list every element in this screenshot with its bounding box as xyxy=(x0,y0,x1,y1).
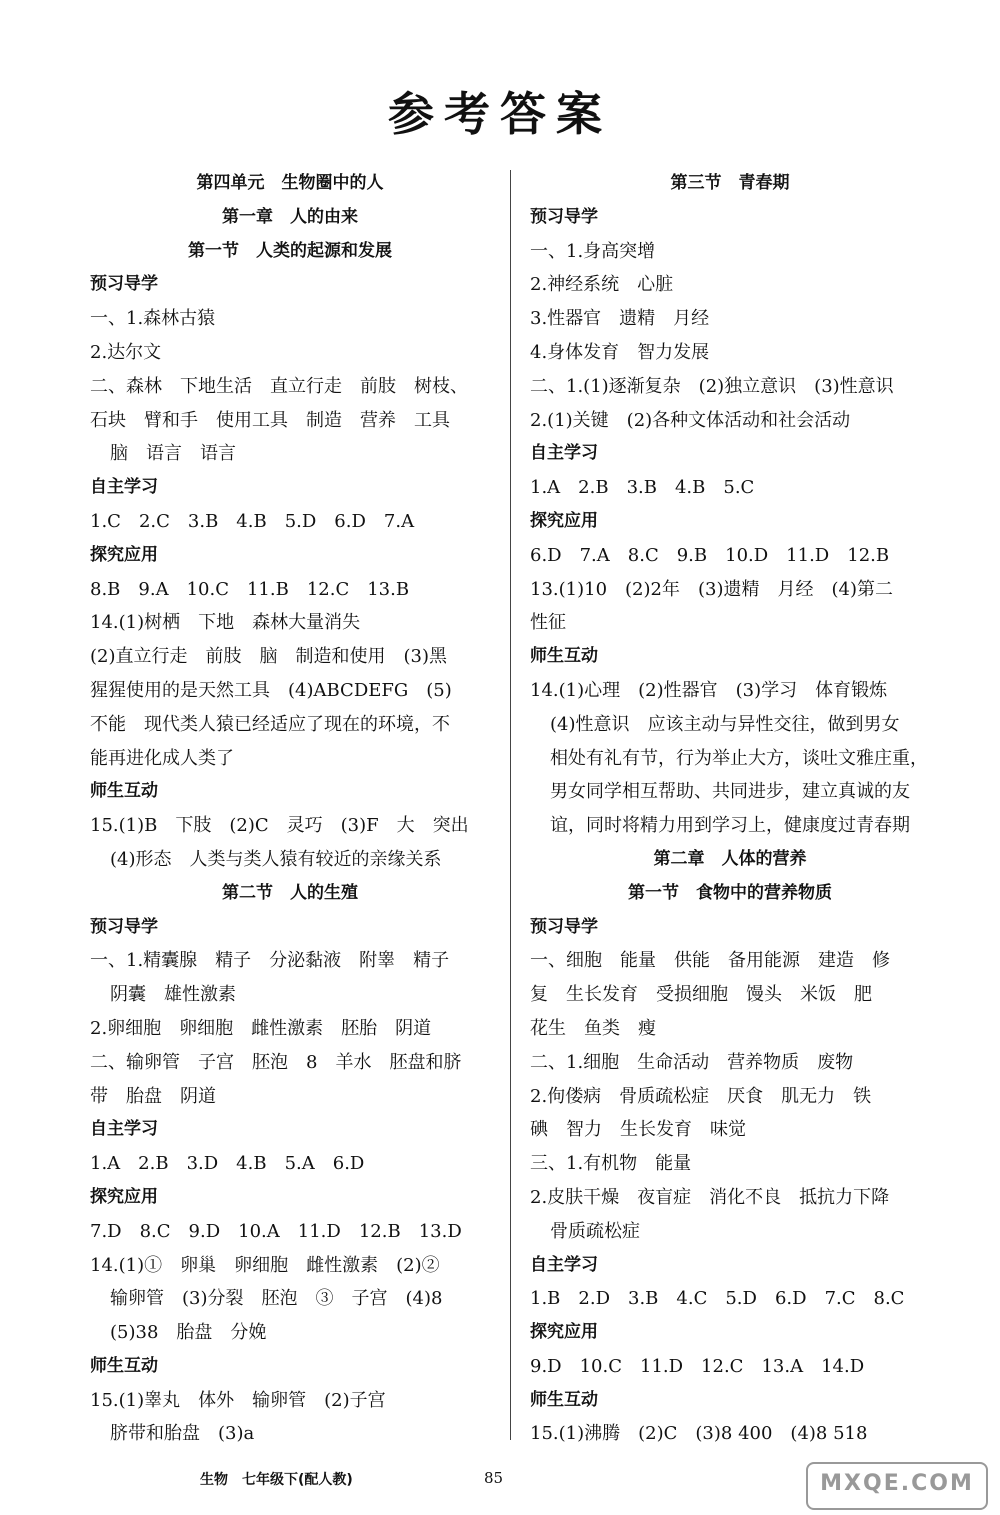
footer-label: 生物 七年级下(配人教) xyxy=(200,1472,353,1488)
subsection-label: 师生互动 xyxy=(530,646,598,667)
subsection-label: 自主学习 xyxy=(90,477,158,498)
answer-line: 脑 语言 语言 xyxy=(110,443,236,465)
answer-line: (4)性意识 应该主动与异性交往，做到男女 xyxy=(550,713,900,735)
right-column xyxy=(530,167,930,1451)
answer-line: 猩猩使用的是天然工具 (4)ABCDEFG (5) xyxy=(90,679,452,701)
answer-line: 2.皮肤干燥 夜盲症 消化不良 抵抗力下降 xyxy=(530,1186,890,1208)
section-heading: 第一章 人的由来 xyxy=(222,206,358,227)
answer-line: 1.B 2.D 3.B 4.C 5.D 6.D 7.C 8.C xyxy=(530,1288,905,1310)
answer-line: 14.(1)① 卵巢 卵细胞 雌性激素 (2)② xyxy=(90,1254,440,1276)
section-heading: 第四单元 生物圈中的人 xyxy=(196,173,384,193)
answer-line: 碘 智力 生长发育 味觉 xyxy=(530,1119,746,1141)
answer-line: 输卵管 (3)分裂 胚泡 ③ 子宫 (4)8 xyxy=(110,1288,443,1310)
answer-line: 相处有礼有节，行为举止大方，谈吐文雅庄重， xyxy=(550,747,928,769)
subsection-label: 预习导学 xyxy=(90,274,158,295)
answer-line: 一、1.身高突增 xyxy=(530,240,656,262)
answer-line: 15.(1)睾丸 体外 输卵管 (2)子宫 xyxy=(90,1389,386,1411)
answer-line: 2.佝偻病 骨质疏松症 厌食 肌无力 铁 xyxy=(530,1085,872,1107)
column-divider xyxy=(510,170,511,1440)
answer-line: 2.(1)关键 (2)各种文体活动和社会活动 xyxy=(530,409,851,431)
answer-line: 13.(1)10 (2)2年 (3)遗精 月经 (4)第二 xyxy=(530,578,893,600)
answer-line: 15.(1)沸腾 (2)C (3)8 400 (4)8 518 xyxy=(530,1423,868,1445)
answer-line: 3.性器官 遗精 月经 xyxy=(530,308,710,330)
answer-line: 14.(1)树栖 下地 森林大量消失 xyxy=(90,612,361,634)
answer-line: 能再进化成人类了 xyxy=(90,747,234,769)
answer-line: 一、细胞 能量 供能 备用能源 建造 修 xyxy=(530,950,890,972)
answer-line: 2.卵细胞 卵细胞 雌性激素 胚胎 阴道 xyxy=(90,1017,432,1039)
answer-line: 2.神经系统 心脏 xyxy=(530,274,674,296)
subsection-label: 师生互动 xyxy=(90,781,158,802)
subsection-label: 探究应用 xyxy=(90,1186,158,1207)
answer-line: 9.D 10.C 11.D 12.C 13.A 14.D xyxy=(530,1355,865,1377)
subsection-label: 师生互动 xyxy=(530,1389,598,1410)
answer-line: 不能 现代类人猿已经适应了现在的环境，不 xyxy=(90,713,450,735)
answer-line: (4)形态 人类与类人猿有较近的亲缘关系 xyxy=(110,848,442,870)
answer-line: 花生 鱼类 瘦 xyxy=(530,1017,656,1039)
answer-line: (5)38 胎盘 分娩 xyxy=(110,1322,267,1344)
answer-line: (2)直立行走 前肢 脑 制造和使用 (3)黑 xyxy=(90,646,447,668)
section-heading: 第二章 人体的营养 xyxy=(653,848,807,869)
section-heading: 第三节 青春期 xyxy=(670,173,790,193)
subsection-label: 探究应用 xyxy=(530,510,598,531)
answer-line: 阴囊 雄性激素 xyxy=(110,984,236,1006)
answer-line: 二、1.(1)逐渐复杂 (2)独立意识 (3)性意识 xyxy=(530,375,894,397)
answer-line: 脐带和胎盘 (3)a xyxy=(110,1423,255,1445)
answer-line: 6.D 7.A 8.C 9.B 10.D 11.D 12.B xyxy=(530,544,890,566)
answer-line: 2.达尔文 xyxy=(90,341,162,363)
answer-line: 性征 xyxy=(530,612,566,634)
section-heading: 第一节 食物中的营养物质 xyxy=(628,882,832,903)
answer-line: 1.A 2.B 3.D 4.B 5.A 6.D xyxy=(90,1153,365,1175)
answer-line: 骨质疏松症 xyxy=(550,1220,640,1242)
subsection-label: 预习导学 xyxy=(530,916,598,937)
answer-line: 1.A 2.B 3.B 4.B 5.C xyxy=(530,477,755,499)
subsection-label: 探究应用 xyxy=(530,1322,598,1343)
answer-line: 谊，同时将精力用到学习上，健康度过青春期 xyxy=(550,815,910,837)
subsection-label: 自主学习 xyxy=(90,1119,158,1140)
answer-line: 带 胎盘 阴道 xyxy=(90,1085,216,1107)
subsection-label: 预习导学 xyxy=(90,916,158,937)
section-heading: 第一节 人类的起源和发展 xyxy=(188,240,392,261)
page-title: 参考答案 xyxy=(388,87,612,141)
section-heading: 第二节 人的生殖 xyxy=(222,882,358,903)
answer-line: 复 生长发育 受损细胞 馒头 米饭 肥 xyxy=(530,984,872,1006)
answer-line: 二、森林 下地生活 直立行走 前肢 树枝、 xyxy=(90,375,468,397)
left-column xyxy=(90,167,490,1451)
answer-line: 一、1.森林古猿 xyxy=(90,308,216,330)
page-number: 85 xyxy=(484,1469,504,1487)
subsection-label: 师生互动 xyxy=(90,1355,158,1376)
answer-line: 1.C 2.C 3.B 4.B 5.D 6.D 7.A xyxy=(90,510,415,532)
subsection-label: 预习导学 xyxy=(530,206,598,227)
answer-line: 4.身体发育 智力发展 xyxy=(530,341,710,363)
subsection-label: 自主学习 xyxy=(530,443,598,464)
answer-line: 14.(1)心理 (2)性器官 (3)学习 体育锻炼 xyxy=(530,679,888,701)
answer-line: 二、输卵管 子宫 胚泡 8 羊水 胚盘和脐 xyxy=(90,1051,462,1073)
answer-line: 8.B 9.A 10.C 11.B 12.C 13.B xyxy=(90,578,410,600)
subsection-label: 探究应用 xyxy=(90,544,158,565)
answer-line: 一、1.精囊腺 精子 分泌黏液 附睾 精子 xyxy=(90,950,450,972)
answer-line: 15.(1)B 下肢 (2)C 灵巧 (3)F 大 突出 xyxy=(90,815,469,837)
subsection-label: 自主学习 xyxy=(530,1254,598,1275)
watermark-logo: MXQE.COM xyxy=(806,1462,988,1510)
answer-line: 二、1.细胞 生命活动 营养物质 废物 xyxy=(530,1051,854,1073)
answer-line: 7.D 8.C 9.D 10.A 11.D 12.B 13.D xyxy=(90,1220,462,1242)
answer-line: 男女同学相互帮助、共同进步，建立真诚的友 xyxy=(550,781,910,803)
answer-line: 石块 臂和手 使用工具 制造 营养 工具 xyxy=(90,409,450,431)
answer-line: 三、1.有机物 能量 xyxy=(530,1153,692,1175)
